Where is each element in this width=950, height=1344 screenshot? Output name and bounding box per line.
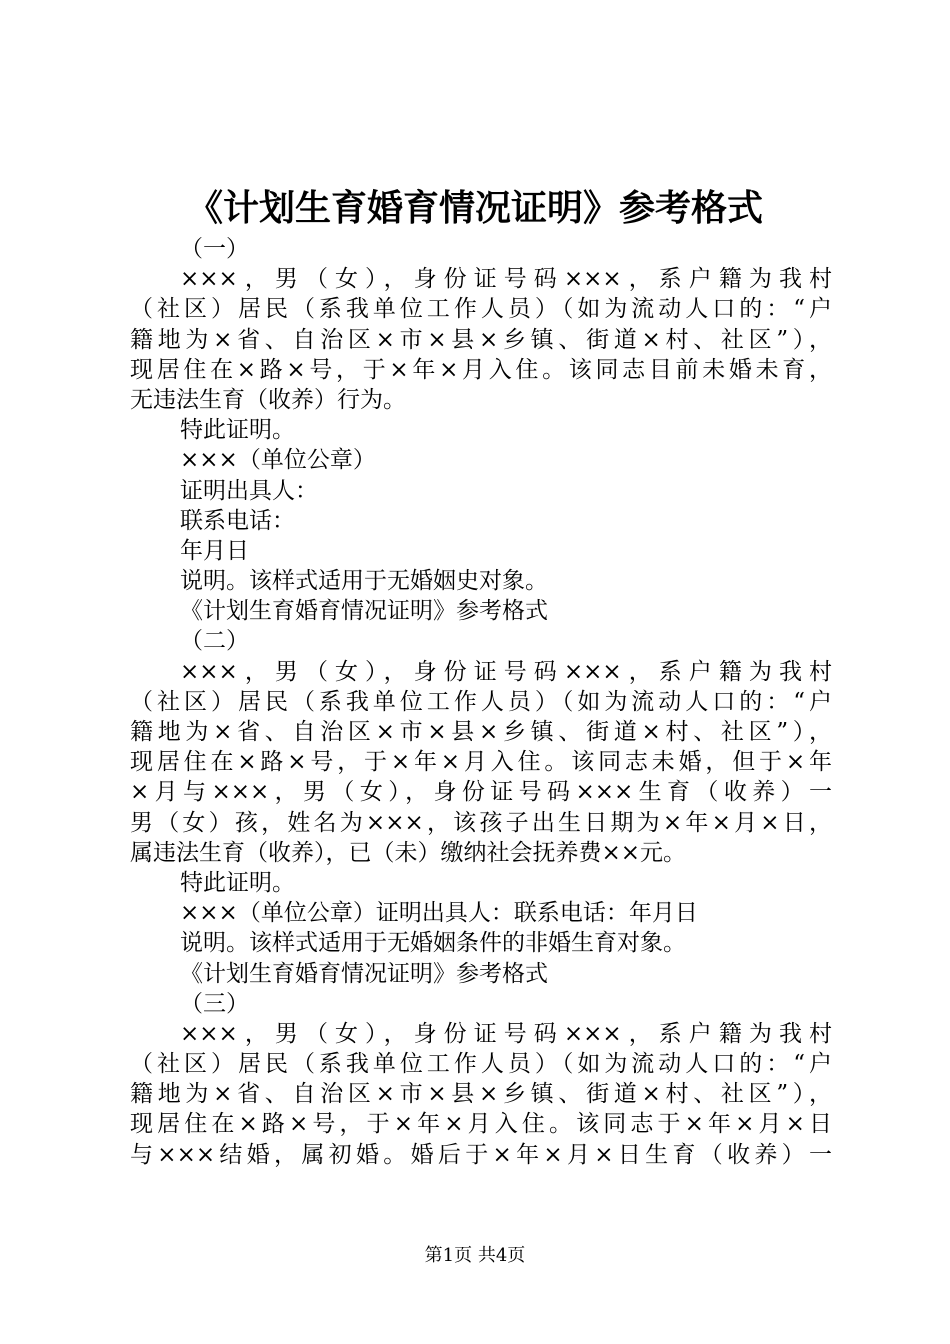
body-line: ×××，男（女），身份证号码×××，系户籍为我村 [180,1020,832,1047]
body-line: ×××，男（女），身份证号码×××，系户籍为我村 [180,266,832,293]
body-line: 特此证明。 [180,869,295,896]
body-line: 籍地为×省、自治区×市×县×乡镇、街道×村、社区”）， [130,1081,832,1108]
body-line: ×××（单位公章） [180,447,376,474]
body-line: （社区）居民（系我单位工作人员）（如为流动人口的：“户 [130,1051,832,1078]
body-line: （二） [180,628,249,655]
body-line: 现居住在×路×号，于×年×月入住。该同志未婚，但于×年 [130,749,832,776]
body-line: （社区）居民（系我单位工作人员）（如为流动人口的：“户 [130,296,832,323]
body-line: 说明。该样式适用于无婚姻条件的非婚生育对象。 [180,930,686,957]
body-line: ×月与×××，男（女），身份证号码×××生育（收养）一 [130,779,832,806]
body-line: 属违法生育（收养），已（未）缴纳社会抚养费××元。 [130,839,687,866]
body-line: 现居住在×路×号，于×年×月入住。该同志目前未婚未育， [130,356,832,383]
body-line: 男（女）孩，姓名为×××，该孩子出生日期为×年×月×日， [130,809,832,836]
body-line: （社区）居民（系我单位工作人员）（如为流动人口的：“户 [130,688,832,715]
body-line: 证明出具人： [180,477,318,504]
document-title: 《计划生育婚育情况证明》参考格式 [186,187,763,229]
body-line: 年月日 [180,537,249,564]
body-line: 与×××结婚，属初婚。婚后于×年×月×日生育（收养）一 [130,1141,832,1168]
body-line: ×××，男（女），身份证号码×××，系户籍为我村 [180,658,832,685]
body-line: ×××（单位公章）证明出具人：联系电话：年月日 [180,900,698,927]
body-line: 说明。该样式适用于无婚姻史对象。 [180,568,548,595]
body-line: 现居住在×路×号，于×年×月入住。该同志于×年×月×日 [130,1111,832,1138]
body-line: 籍地为×省、自治区×市×县×乡镇、街道×村、社区”）， [130,719,832,745]
body-line: 特此证明。 [180,417,295,444]
body-line: 《计划生育婚育情况证明》参考格式 [180,960,548,987]
body-line: 《计划生育婚育情况证明》参考格式 [180,598,548,625]
body-line: （三） [180,990,249,1017]
page-footer: 第1页 共4页 [424,1245,526,1266]
body-line: 籍地为×省、自治区×市×县×乡镇、街道×村、社区”）， [130,326,832,353]
body-line: 联系电话： [180,507,295,534]
document-body [130,234,832,1170]
body-line: （一） [180,236,249,262]
body-line: 无违法生育（收养）行为。 [130,386,406,413]
